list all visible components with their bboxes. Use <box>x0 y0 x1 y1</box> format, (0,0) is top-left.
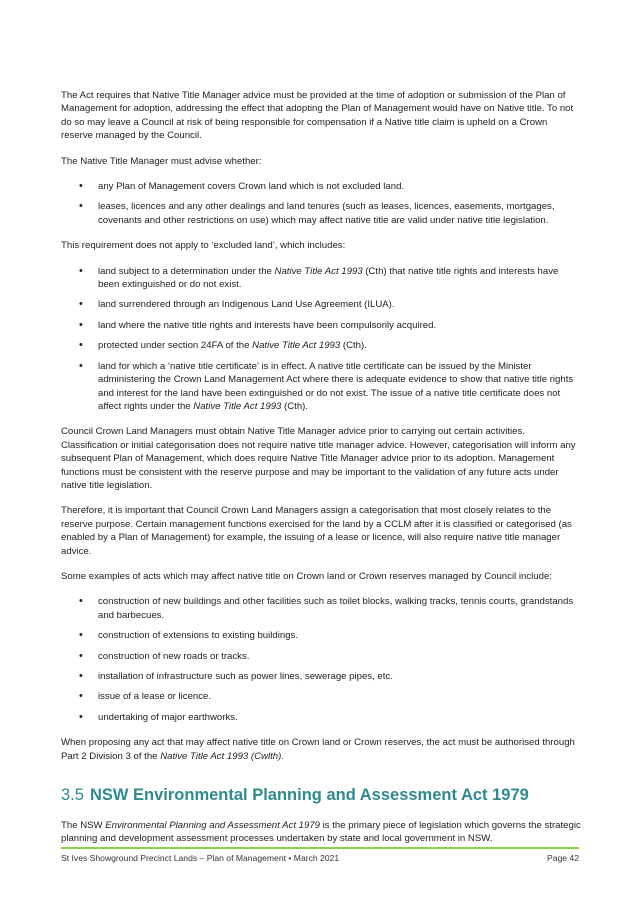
list-item: • land where the native title rights and interests have been compulsorily acquired. <box>79 318 437 331</box>
footer-rule <box>61 847 579 849</box>
list-item: • land subject to a determination under the Native Title Act 1993 (Cth) that native title rights and interests have been extinguished or do not exist. <box>79 264 559 291</box>
bullet-icon: • <box>79 298 83 311</box>
bullet-icon: • <box>79 649 83 662</box>
paragraph-categorisation: Therefore, it is important that Council Crown Land Managers assign a categorisation that most closely relates to the reserve purpose. Certain management functions exercised for the land by a CCLM after it is classified or categorised (as enabled by a Plan of Management) for example, the issuing of a lease or licence, will also require native title manager advice. <box>61 505 572 557</box>
footer-document-title: St Ives Showground Precinct Lands – Plan of Management • March 2021 <box>61 853 340 863</box>
list-item: • any Plan of Management covers Crown land which is not excluded land. <box>79 180 405 193</box>
bullet-icon: • <box>79 264 83 277</box>
section-heading <box>61 785 581 805</box>
section-number: 3.5 <box>61 786 84 805</box>
paragraph-authorised-acts: When proposing any act that may affect native title on Crown land or Crown reserves, the act must be authorised through Part 2 Division 3 of the Native Title Act 1993 (Cwlth). <box>61 737 575 762</box>
bullet-icon: • <box>79 180 83 193</box>
list-item: • installation of infrastructure such as power lines, sewerage pipes, etc. <box>79 670 393 682</box>
list-advice-items <box>61 180 581 227</box>
list-item: • leases, licences and any other dealings and land tenures (such as leases, licences, easements, mortgages, covenants and other restrictions on use) which may affect native title are valid under native title legislation. <box>79 200 555 226</box>
list-item: • land surrendered through an Indigenous Land Use Agreement (ILUA). <box>79 298 395 311</box>
list-item: • construction of new buildings and other facilities such as toilet blocks, walking tracks, tennis courts, grandstands and barbecues. <box>79 595 574 621</box>
bullet-icon: • <box>79 595 83 608</box>
paragraph-obtain-advice: Council Crown Land Managers must obtain Native Title Manager advice prior to carrying out certain activities. Classification or initial categorisation does not require native title manager advice. However, categorisation will inform any subsequent Plan of Management, which does require Native Title Manager advice prior to its adoption. Management functions must be consistent with the reserve purpose and may be important to the validation of any future acts under native title legislation. <box>61 426 576 491</box>
paragraph-excluded-land: This requirement does not apply to ‘excluded land’, which includes: <box>61 240 346 252</box>
list-example-acts <box>61 595 581 724</box>
paragraph-ep-act: The NSW Environmental Planning and Assessment Act 1979 is the primary piece of legislation which governs the strategic planning and development assessment processes undertaken by state and local government in NSW. <box>61 820 581 845</box>
list-item: • protected under section 24FA of the Native Title Act 1993 (Cth). <box>79 339 367 352</box>
list-item: • construction of extensions to existing buildings. <box>79 629 298 642</box>
bullet-icon: • <box>79 318 83 331</box>
section-title: NSW Environmental Planning and Assessment Act 1979 <box>89 786 529 805</box>
paragraph-manager-must-advise: The Native Title Manager must advise whether: <box>61 155 262 167</box>
list-item: • issue of a lease or licence. <box>79 690 212 703</box>
bullet-icon: • <box>79 670 83 682</box>
list-item: • construction of new roads or tracks. <box>79 649 250 662</box>
paragraph-examples-intro: Some examples of acts which may affect native title on Crown land or Crown reserves managed by Council include: <box>61 570 552 582</box>
page-body <box>61 89 581 858</box>
footer-page-number: Page 42 <box>546 853 579 863</box>
bullet-icon: • <box>79 339 83 352</box>
list-item: • undertaking of major earthworks. <box>79 710 238 723</box>
paragraph-native-title-advice: The Act requires that Native Title Manager advice must be provided at the time of adoption or submission of the Plan of Management for adoption, addressing the effect that adopting the Plan of Management would have on Native title. To not do so may leave a Council at risk of being responsible for compensation if a Native title claim is upheld on a Crown reserve managed by the Council. <box>61 90 574 142</box>
bullet-icon: • <box>79 710 83 723</box>
bullet-icon: • <box>79 359 83 372</box>
list-excluded-land <box>61 265 581 414</box>
bullet-icon: • <box>79 200 83 213</box>
bullet-icon: • <box>79 629 83 642</box>
list-item: • land for which a ‘native title certificate’ is in effect. A native title certificate can be issued by the Minister administering the Crown Land Management Act where there is adequate evidence to show that native title rights and interest for the land have been extinguished or do not exist. The issue of a native title certificate does not affect rights under the Native Title Act 1993 (Cth). <box>79 359 574 412</box>
bullet-icon: • <box>79 690 83 703</box>
